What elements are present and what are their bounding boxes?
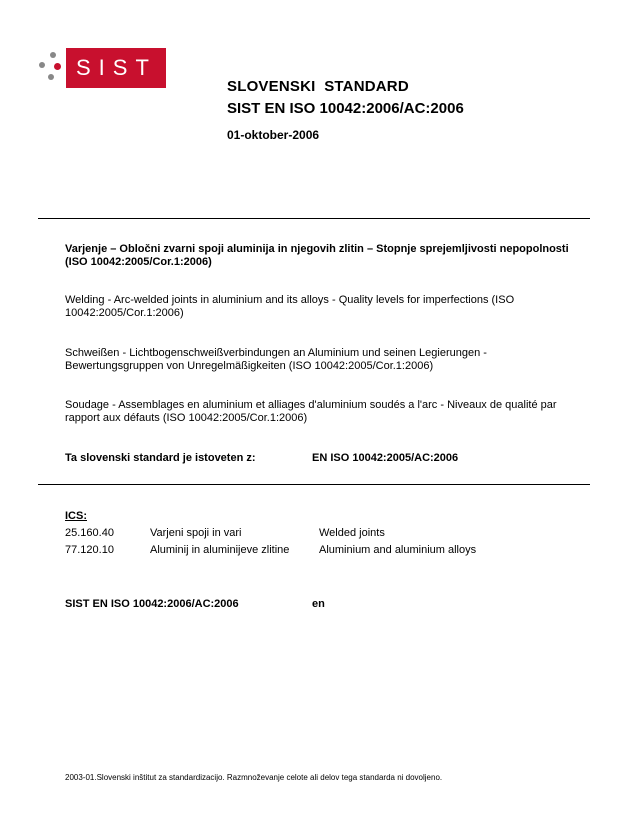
logo-dot [48, 74, 54, 80]
bottom-code: SIST EN ISO 10042:2006/AC:2006 [65, 598, 239, 610]
ics-english: Aluminium and aluminium alloys [319, 544, 477, 556]
logo-dot [39, 62, 45, 68]
sist-logo [36, 48, 166, 88]
standard-date: 01-oktober-2006 [227, 128, 320, 142]
ics-code: 25.160.40 [65, 527, 114, 539]
ics-slovenian: Aluminij in aluminijeve zlitine [150, 544, 290, 556]
divider-bottom [38, 484, 590, 485]
logo-dot [50, 52, 56, 58]
bottom-language: en [312, 598, 325, 610]
title-french: Soudage - Assemblages en aluminium et alliages d'aluminium soudés a l'arc - Niveaux de qualité par rapport aux défauts (ISO 10042:2005/Cor.1:2006) [65, 399, 557, 424]
ics-english: Welded joints [319, 527, 385, 539]
divider-top [38, 218, 590, 219]
title-slovenian: Varjenje – Obločni zvarni spoji aluminija in njegovih zlitin – Stopnje sprejemljivosti nepopolnosti (ISO 10042:2005/Cor.1:2006) [65, 243, 569, 268]
identical-value: EN ISO 10042:2005/AC:2006 [312, 452, 459, 464]
ics-code: 77.120.10 [65, 544, 114, 556]
logo-wordmark: SIST [66, 48, 166, 88]
ics-slovenian: Varjeni spoji in vari [150, 527, 242, 539]
copyright-footer: 2003-01.Slovenski inštitut za standardizacijo. Razmnoževanje celote ali delov tega standarda ni dovoljeno. [65, 773, 443, 782]
ics-heading: ICS: [65, 510, 87, 522]
title-english: Welding - Arc-welded joints in aluminium and its alloys - Quality levels for imperfections (ISO 10042:2005/Cor.1:2006) [65, 294, 515, 319]
standard-heading: SLOVENSKI STANDARD [227, 78, 409, 95]
logo-dot [54, 63, 61, 70]
title-german: Schweißen - Lichtbogenschweißverbindungen an Aluminium und seinen Legierungen - Bewertungsgruppen von Unregelmäßigkeiten (ISO 10042:2005/Cor.1:2006) [65, 347, 487, 372]
identical-label: Ta slovenski standard je istoveten z: [65, 452, 256, 464]
standard-code: SIST EN ISO 10042:2006/AC:2006 [227, 100, 464, 117]
